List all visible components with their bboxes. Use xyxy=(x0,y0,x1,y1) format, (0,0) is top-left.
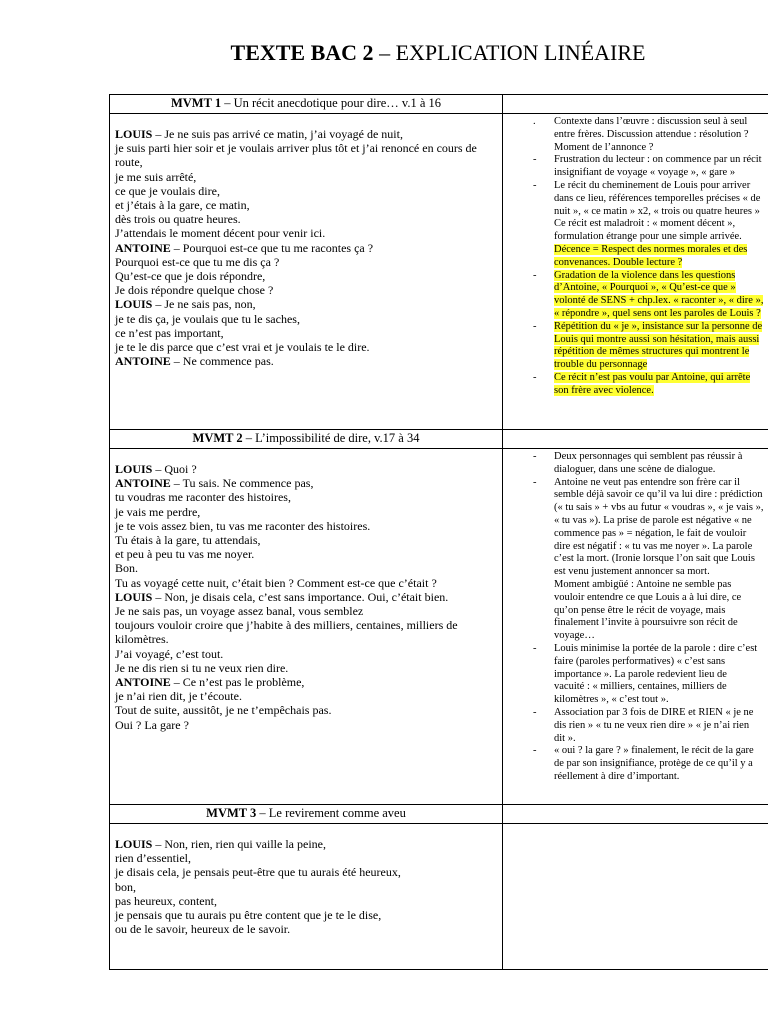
note-line-text: Louis minimise la portée de la parole : dire c’est xyxy=(554,642,758,654)
note-bullet: - xyxy=(533,745,537,757)
note-line xyxy=(554,129,768,142)
text-line xyxy=(115,618,498,646)
text-line xyxy=(115,490,498,504)
page-title-rest: – EXPLICATION LINÉAIRE xyxy=(373,40,646,65)
note-line xyxy=(554,669,768,682)
text-line xyxy=(115,312,498,326)
note-line xyxy=(554,359,768,372)
line-text: dès trois ou quatre heures. xyxy=(115,212,241,227)
text-line xyxy=(115,476,498,490)
line-text: pas heureux, content, xyxy=(115,893,217,908)
note-line xyxy=(554,257,768,270)
note-bullet: - xyxy=(533,154,537,166)
note-bullet: - xyxy=(533,451,537,462)
line-text: je disais cela, je pensais peut-être que tu aurais été heureux, xyxy=(115,865,401,880)
note-line xyxy=(554,553,768,566)
note-line xyxy=(554,694,768,707)
text-line xyxy=(115,519,498,533)
note-bullet: - xyxy=(533,179,537,191)
note-line-text: qu’on pense être le récit de voyage, mais xyxy=(554,604,726,616)
note-line-text: est venu justement annoncer sa mort. xyxy=(554,566,710,578)
note-line-text: insignifiant de voyage « voyage », « gare » xyxy=(554,167,736,179)
line-text: – Tu sais. Ne commence pas, xyxy=(170,476,314,491)
note-line-text: semble déjà savoir ce qu’il va lui dire : prédiction xyxy=(554,489,763,501)
note-line xyxy=(554,167,768,180)
speaker-name: LOUIS xyxy=(115,589,153,604)
section-content-row xyxy=(110,824,768,970)
note-line-text: Le récit du cheminement de Louis pour arriver xyxy=(554,179,751,191)
note-line xyxy=(554,321,768,334)
analysis-note xyxy=(503,154,768,180)
text-line xyxy=(115,326,498,340)
note-line xyxy=(554,464,768,477)
line-text: – Ne commence pas. xyxy=(170,354,274,369)
note-line-text: Décence = Respect des normes morales et des xyxy=(554,243,748,255)
text-excerpt-cell xyxy=(110,824,503,970)
note-line-text: Association par 3 fois de DIRE et RIEN « je ne xyxy=(554,706,754,718)
text-excerpt-cell xyxy=(110,449,503,805)
note-line xyxy=(554,334,768,347)
text-line xyxy=(115,576,498,590)
text-line xyxy=(115,462,498,476)
note-line xyxy=(554,154,768,167)
note-line xyxy=(554,218,768,231)
note-line-text: Moment ambigüé : Antoine ne semble pas xyxy=(554,578,732,590)
line-text: Qu’est-ce que je dois répondre, xyxy=(115,269,266,284)
note-line xyxy=(554,270,768,283)
note-line-text: (« tu sais » + vbs au futur « voudras », « je vais », xyxy=(554,502,764,514)
note-line xyxy=(554,180,768,193)
note-line xyxy=(554,541,768,554)
note-line-text: Antoine ne veut pas entendre son frère car il xyxy=(554,476,741,488)
note-line xyxy=(554,758,768,771)
note-bullet: - xyxy=(533,371,537,383)
note-line-text: commence pas » = négation, le fait de vouloir xyxy=(554,527,747,539)
text-line xyxy=(115,241,498,255)
text-line xyxy=(115,703,498,717)
note-line-text: voyage… xyxy=(554,630,595,642)
section-mvmt-label: MVMT 3 xyxy=(206,806,257,820)
line-text: – Je ne suis pas arrivé ce matin, j’ai voyagé de nuit, xyxy=(152,127,403,141)
text-line xyxy=(115,184,498,198)
text-line xyxy=(115,718,498,732)
analysis-note xyxy=(503,477,768,643)
text-line xyxy=(115,689,498,703)
line-text: et peu à peu tu vas me noyer. xyxy=(115,547,255,562)
text-line xyxy=(115,212,498,226)
note-line-text: convenances. Double lecture ? xyxy=(554,256,683,268)
text-line xyxy=(115,198,498,212)
page-title-bold: TEXTE BAC 2 xyxy=(230,40,374,65)
note-line xyxy=(554,605,768,618)
line-text: Tu as voyagé cette nuit, c’était bien ? Comment est-ce que c’était ? xyxy=(115,575,437,590)
line-text: Bon. xyxy=(115,561,139,576)
section-heading-text: – Un récit anecdotique pour dire… v.1 à 16 xyxy=(221,96,442,110)
note-line xyxy=(554,282,768,295)
note-line-text: finalement l’invite à poursuivre son récit de xyxy=(554,617,738,629)
note-line xyxy=(554,231,768,244)
note-line-text: répétition de mêmes structures qui montrent le xyxy=(554,346,750,358)
text-line xyxy=(115,590,498,604)
note-line xyxy=(554,643,768,656)
line-text: je te le dis parce que c’est vrai et je voulais te le dire. xyxy=(115,340,370,355)
speaker-name: ANTOINE xyxy=(115,476,171,491)
note-line-text: Gradation de la violence dans les questions xyxy=(554,269,736,281)
text-line xyxy=(115,880,498,894)
line-text: – Je ne sais pas, non, xyxy=(152,297,256,312)
speaker-name: LOUIS xyxy=(115,837,153,851)
line-text: Tu étais à la gare, tu attendais, xyxy=(115,533,261,548)
text-line xyxy=(115,647,498,661)
note-line xyxy=(554,451,768,464)
line-text: je n’ai rien dit, je t’écoute. xyxy=(115,689,242,704)
note-bullet: - xyxy=(533,320,537,332)
text-line xyxy=(115,547,498,561)
note-line-text: kilomètres », « c’est tout ». xyxy=(554,694,669,706)
note-line-text: Moment de l’annonce ? xyxy=(554,141,654,153)
analysis-note xyxy=(503,707,768,745)
note-line-text: Ce récit n’est pas voulu par Antoine, qui arrête xyxy=(554,371,751,383)
line-text: je suis parti hier soir et je voulais arriver plus tôt et j’ai renoncé en cours de route, xyxy=(115,141,477,170)
analysis-note xyxy=(503,270,768,321)
note-line-text: nuit », « ce matin » x2, « trois ou quatre heures » xyxy=(554,205,760,217)
line-text: je me suis arrêté, xyxy=(115,169,197,184)
text-line xyxy=(115,837,498,851)
note-line xyxy=(554,720,768,733)
analysis-notes-cell xyxy=(503,449,768,805)
line-text: – Non, rien, rien qui vaille la peine, xyxy=(152,837,326,851)
line-text: – Quoi ? xyxy=(152,462,197,476)
text-line xyxy=(115,908,498,922)
note-line-text: « tu vas »). La prise de parole est négative « ne xyxy=(554,514,752,526)
line-text: Oui ? La gare ? xyxy=(115,717,189,732)
page-title xyxy=(0,40,768,66)
text-line xyxy=(115,269,498,283)
note-line xyxy=(554,656,768,669)
note-line xyxy=(554,502,768,515)
note-line-text: vouloir entendre ce que Louis a à lui dire, ce xyxy=(554,591,742,603)
note-line-text: entre frères. Discussion attendue : résolution ? xyxy=(554,128,749,140)
analysis-note xyxy=(503,643,768,707)
analysis-note xyxy=(503,321,768,372)
note-line-text: importance ». La parole redevient lieu de xyxy=(554,668,727,680)
note-line xyxy=(554,528,768,541)
text-line xyxy=(115,675,498,689)
line-text: je pensais que tu aurais pu être content que je te le dise, xyxy=(115,908,382,923)
section-mvmt-label: MVMT 2 xyxy=(192,431,243,445)
speaker-name: LOUIS xyxy=(115,297,153,312)
note-bullet: - xyxy=(533,642,537,654)
section-header-row xyxy=(110,430,768,449)
note-line-text: Louis qui montre aussi son hésitation, mais aussi xyxy=(554,333,760,345)
analysis-note xyxy=(503,745,768,783)
note-line-text: « oui ? la gare ? » finalement, le récit de la gare xyxy=(554,745,754,757)
line-text: ou de le savoir, heureux de le savoir. xyxy=(115,922,291,937)
note-bullet: - xyxy=(533,269,537,281)
line-text: J’ai voyagé, c’est tout. xyxy=(115,646,224,661)
analysis-note xyxy=(503,451,768,477)
section-heading-text: – Le revirement comme aveu xyxy=(256,806,406,820)
note-line xyxy=(554,733,768,746)
note-line-text: Frustration du lecteur : on commence par un récit xyxy=(554,154,762,166)
text-line xyxy=(115,851,498,865)
section-header-empty-cell xyxy=(503,805,768,824)
section-heading xyxy=(110,95,503,114)
section-mvmt-label: MVMT 1 xyxy=(170,96,222,110)
section-heading xyxy=(110,805,503,824)
note-line-text: Deux personnages qui semblent pas réussir à xyxy=(554,451,743,462)
text-line xyxy=(115,354,498,368)
speaker-name: LOUIS xyxy=(115,127,153,141)
note-line xyxy=(554,206,768,219)
text-line xyxy=(115,141,498,169)
line-text: Je ne dis rien si tu ne veux rien dire. xyxy=(115,660,289,675)
line-text: rien d’essentiel, xyxy=(115,851,191,866)
line-text: Je dois répondre quelque chose ? xyxy=(115,283,274,298)
note-bullet: . xyxy=(533,116,536,127)
line-text: – Non, je disais cela, c’est sans importance. Oui, c’était bien. xyxy=(152,589,449,604)
note-line xyxy=(554,193,768,206)
analysis-note xyxy=(503,372,768,398)
analysis-note xyxy=(503,180,768,270)
speaker-name: LOUIS xyxy=(115,462,153,476)
note-line xyxy=(554,372,768,385)
note-line-text: c’est la mort. (Ironie lorsque l’on sait que Louis xyxy=(554,553,755,565)
speaker-name: ANTOINE xyxy=(115,354,171,369)
analysis-notes-cell xyxy=(503,824,768,970)
note-line-text: réellement à dire d’important. xyxy=(554,770,680,782)
speaker-name: ANTOINE xyxy=(115,675,171,690)
note-line xyxy=(554,566,768,579)
text-line xyxy=(115,127,498,141)
note-line-text: formulation étrange pour une simple arrivée. xyxy=(554,231,742,243)
analysis-notes-cell xyxy=(503,114,768,430)
note-bullet: - xyxy=(533,706,537,718)
line-text: J’attendais le moment décent pour venir ici. xyxy=(115,226,326,241)
note-line-text: de par son insignifiance, protège de ce qu’il y a xyxy=(554,758,753,770)
text-line xyxy=(115,226,498,240)
text-line xyxy=(115,561,498,575)
line-text: et j’étais à la gare, ce matin, xyxy=(115,198,250,213)
text-line xyxy=(115,283,498,297)
note-line xyxy=(554,707,768,720)
section-content-row xyxy=(110,449,768,805)
text-excerpt-cell xyxy=(110,114,503,430)
note-line-text: trouble du personnage xyxy=(554,359,648,371)
line-text: – Ce n’est pas le problème, xyxy=(170,675,305,690)
line-text: je vais me perdre, xyxy=(115,504,201,519)
note-line-text: vacuité : « milliers, centaines, milliers de xyxy=(554,681,727,693)
note-line xyxy=(554,745,768,758)
text-line xyxy=(115,661,498,675)
section-header-empty-cell xyxy=(503,430,768,449)
note-line-text: dire est négatif : « tu vas me noyer ». La parole xyxy=(554,540,753,552)
section-content-row xyxy=(110,114,768,430)
line-text: bon, xyxy=(115,879,136,894)
note-line xyxy=(554,295,768,308)
line-text: – Pourquoi est-ce que tu me racontes ça ? xyxy=(170,240,374,255)
note-line xyxy=(554,515,768,528)
note-line xyxy=(554,142,768,155)
section-header-empty-cell xyxy=(503,95,768,114)
note-line xyxy=(554,489,768,502)
note-line-text: dialoguer, dans une scène de dialogue. xyxy=(554,463,716,475)
note-bullet: - xyxy=(533,476,537,488)
note-line xyxy=(554,477,768,490)
note-line xyxy=(554,308,768,321)
line-text: ce n’est pas important, xyxy=(115,325,224,340)
line-text: ce que je voulais dire, xyxy=(115,183,220,198)
text-line xyxy=(115,604,498,618)
text-line xyxy=(115,505,498,519)
section-header-row xyxy=(110,95,768,114)
section-heading xyxy=(110,430,503,449)
note-line xyxy=(554,681,768,694)
note-line xyxy=(554,771,768,784)
note-line xyxy=(554,116,768,129)
note-line-text: dis rien » « tu ne veux rien dire » « je n’ai rien xyxy=(554,719,750,731)
text-line xyxy=(115,865,498,879)
line-text: tu voudras me raconter des histoires, xyxy=(115,490,291,505)
note-line-text: Contexte dans l’œuvre : discussion seul à seul xyxy=(554,116,748,127)
text-line xyxy=(115,297,498,311)
note-line-text: Ce récit est maladroit : « moment décent », xyxy=(554,218,736,230)
section-header-row xyxy=(110,805,768,824)
text-line xyxy=(115,533,498,547)
note-line xyxy=(554,346,768,359)
note-line-text: volonté de SENS + chp.lex. « raconter », « dire », xyxy=(554,295,764,307)
explication-table xyxy=(109,94,768,970)
note-line-text: faire (paroles performatives) « c’est sans xyxy=(554,655,726,667)
text-line xyxy=(115,340,498,354)
note-line-text: son frère avec violence. xyxy=(554,384,654,396)
line-text: Pourquoi est-ce que tu me dis ça ? xyxy=(115,254,280,269)
line-text: Tout de suite, aussitôt, je ne t’empêchais pas. xyxy=(115,703,332,718)
line-text: Je ne sais pas, un voyage assez banal, vous semblez xyxy=(115,604,364,619)
analysis-note xyxy=(503,116,768,154)
note-line xyxy=(554,630,768,643)
text-line xyxy=(115,170,498,184)
note-line-text: dit ». xyxy=(554,732,576,744)
note-line-text: dans ce lieu, références temporelles précises « de xyxy=(554,192,761,204)
note-line-text: Répétition du « je », insistance sur la personne de xyxy=(554,320,763,332)
note-line xyxy=(554,385,768,398)
text-line xyxy=(115,922,498,936)
note-line xyxy=(554,579,768,592)
speaker-name: ANTOINE xyxy=(115,240,171,255)
note-line xyxy=(554,592,768,605)
section-heading-text: – L’impossibilité de dire, v.17 à 34 xyxy=(242,431,420,445)
note-line-text: d’Antoine, « Pourquoi », « Qu’est-ce que » xyxy=(554,282,736,294)
text-line xyxy=(115,255,498,269)
note-line xyxy=(554,617,768,630)
line-text: toujours vouloir croire que j’habite à des milliers, centaines, milliers de kilomètres. xyxy=(115,618,458,647)
line-text: je te dis ça, je voulais que tu le saches, xyxy=(115,311,300,326)
line-text: je te vois assez bien, tu vas me raconter des histoires. xyxy=(115,518,371,533)
text-line xyxy=(115,894,498,908)
note-line-text: « répondre », quel sens ont les paroles de Louis ? xyxy=(554,307,761,319)
note-line xyxy=(554,244,768,257)
